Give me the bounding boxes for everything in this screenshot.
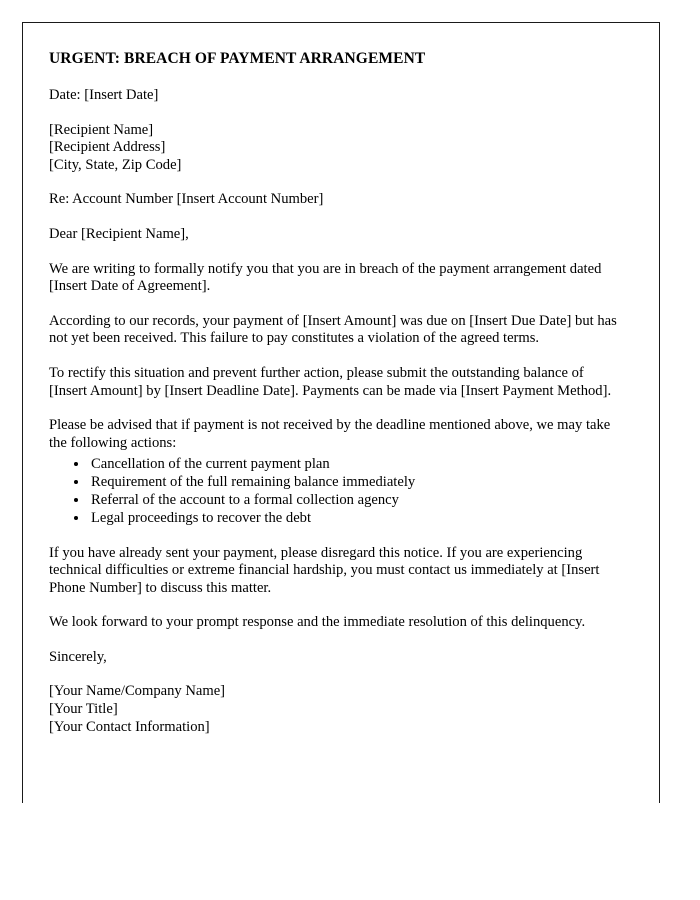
page-title: URGENT: BREACH OF PAYMENT ARRANGEMENT (49, 50, 426, 67)
paragraph-records: According to our records, your payment of [Insert Amount] was due on [Insert Due Date] but has not yet been received. This failure to pay constitutes a violation of the agreed terms. (49, 312, 617, 347)
signer-title-line: [Your Title] (49, 701, 118, 718)
signature-block (49, 683, 623, 736)
recipient-name-line: [Recipient Name] (49, 121, 154, 138)
document-body (49, 49, 623, 753)
salutation: Dear [Recipient Name], (49, 225, 189, 242)
list-item: • Requirement of the full remaining balance immediately (89, 474, 623, 492)
recipient-city-state-zip-line: [City, State, Zip Code] (49, 156, 182, 173)
date-line: Date: [Insert Date] (49, 87, 159, 103)
sign-off: Sincerely, (49, 648, 107, 665)
document-page (22, 22, 660, 803)
paragraph-disregard: If you have already sent your payment, please disregard this notice. If you are experiencing technical difficulties or extreme financial hardship, you must contact us immediately at [Insert Phone Number] to discuss this matter. (49, 544, 600, 596)
paragraph-notice: We are writing to formally notify you that you are in breach of the payment arrangement dated [Insert Date of Agreement]. (49, 260, 602, 295)
action-list (49, 456, 623, 527)
paragraph-advisory: Please be advised that if payment is not received by the deadline mentioned above, we may take the following actions: (49, 417, 611, 451)
list-item: • Cancellation of the current payment plan (89, 456, 623, 474)
paragraph-rectify: To rectify this situation and prevent further action, please submit the outstanding balance of [Insert Amount] by [Insert Deadline Date]. Payments can be made via [Insert Payment Method]. (49, 364, 612, 399)
recipient-address-block (49, 122, 623, 175)
list-item: • Legal proceedings to recover the debt (89, 510, 623, 528)
list-item: • Referral of the account to a formal collection agency (89, 492, 623, 510)
signer-name-line: [Your Name/Company Name] (49, 683, 226, 700)
recipient-address-line: [Recipient Address] (49, 139, 166, 156)
signer-contact-line: [Your Contact Information] (49, 718, 210, 735)
paragraph-closing-statement: We look forward to your prompt response and the immediate resolution of this delinquency. (49, 614, 586, 631)
subject-line: Re: Account Number [Insert Account Number] (49, 191, 324, 208)
